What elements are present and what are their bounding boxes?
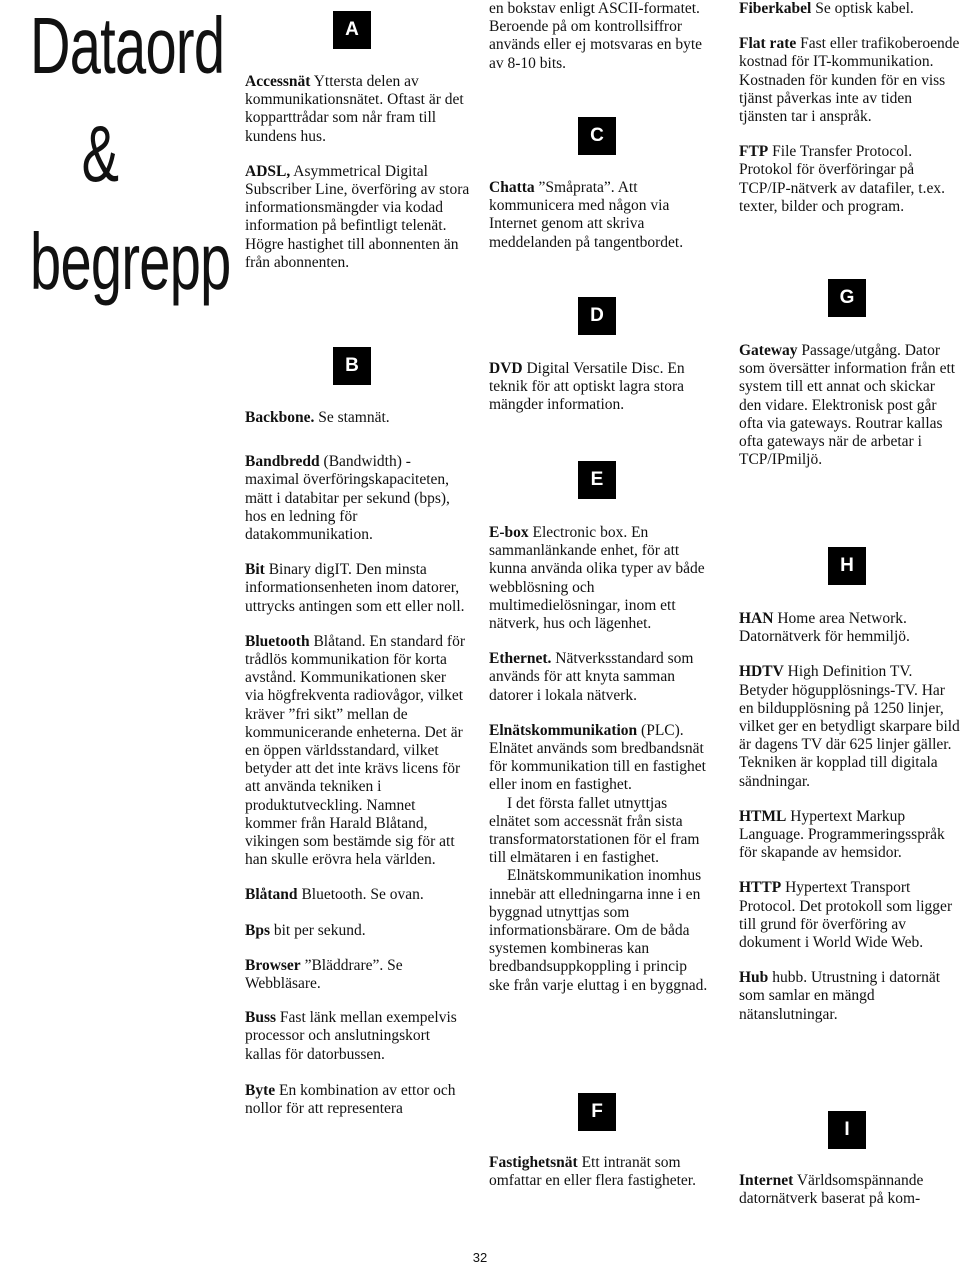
column-2-chatta bbox=[489, 179, 711, 269]
page-number: 32 bbox=[472, 1250, 488, 1265]
letter-badge-b: B bbox=[333, 347, 371, 385]
entry-fastighetsnat: Fastighetsnät Ett intranät som omfattar en eller flera fastigheter. bbox=[489, 1154, 696, 1190]
column-3-g bbox=[739, 342, 960, 486]
page-title bbox=[30, 0, 231, 316]
entry-bit: Bit Binary digIT. Den minsta informationsenheten inom datorer, uttrycks antingen som ett eller noll. bbox=[245, 561, 465, 615]
entry-internet: Internet Världsomspännande datornätverk baserat på kom- bbox=[739, 1172, 924, 1208]
title-line-2: & bbox=[81, 109, 119, 198]
title-line-3: begrepp bbox=[30, 217, 231, 306]
entry-fiberkabel: Fiberkabel Se optisk kabel. bbox=[739, 0, 914, 17]
column-2-top bbox=[489, 0, 711, 90]
entry-hub: Hub hubb. Utrustning i datornät som samlar en mängd nätanslutningar. bbox=[739, 969, 941, 1023]
column-3-h bbox=[739, 610, 960, 1041]
entry-ftp: FTP File Transfer Protocol. Protokol för överföringar på TCP/IP-nätverk av datafiler, t.ex. texter, bilder och program. bbox=[739, 143, 945, 215]
entry-html: HTML Hypertext Markup Language. Programmeringsspråk för skapande av hemsidor. bbox=[739, 807, 945, 862]
entry-dvd: DVD Digital Versatile Disc. En teknik för att optiskt lagra stora mängder information. bbox=[489, 360, 685, 414]
letter-badge-a: A bbox=[333, 11, 371, 49]
column-2-f bbox=[489, 1154, 711, 1207]
entry-http: HTTP Hypertext Transport Protocol. Det protokoll som ligger till grund för överföring av dokument i World Wide Web. bbox=[739, 879, 953, 952]
entry-elnat-paragraph-3: Elnätskommunikation inomhus innebär att elledningarna inne i en byggnad utnyttjas som informationsbärare. Om de båda systemen kombineras kan bredbandsuppkoppling i princip ske från varje eluttag i en byggnad. bbox=[489, 867, 708, 994]
column-3-i bbox=[739, 1172, 960, 1225]
letter-badge-h: H bbox=[828, 547, 866, 585]
column-3-f bbox=[739, 0, 960, 233]
entry-flat-rate: Flat rate Fast eller trafikoberoende kostnad för IT-kommunikation. Kostnaden för kunden för en viss tjänst påverkas inte av tiden tjänsten tar i anspråk. bbox=[739, 35, 960, 126]
letter-badge-g: G bbox=[828, 279, 866, 317]
entry-accessnat: Accessnät Yttersta delen av kommunikationsnätet. Oftast är det kopparttrådar som når fram till kundens hus. bbox=[245, 73, 464, 145]
column-2-dvd bbox=[489, 360, 711, 432]
entry-backbone: Backbone. Se stamnät. bbox=[245, 409, 390, 426]
entry-elnatskommunikation: Elnätskommunikation (PLC). Elnätet används som bredbandsnät för kommunikation till en fastighet eller inom en fastighet. bbox=[489, 721, 706, 794]
entry-ebox: E-box Electronic box. En sammanlänkande enhet, för att kunna använda olika typer av både webblösning och multimedielösningar, inom ett nätverk, hus och lägenhet. bbox=[489, 524, 705, 633]
entry-blatand: Blåtand Bluetooth. Se ovan. bbox=[245, 886, 424, 904]
entry-bandbredd: Bandbredd (Bandwidth) - maximal överföringskapaciteten, mätt i databitar per sekund (bps), hos en ledning för datakommunikation. bbox=[245, 453, 450, 544]
letter-badge-c: C bbox=[578, 117, 616, 155]
letter-badge-f: F bbox=[578, 1093, 616, 1131]
entry-bluetooth: Bluetooth Blåtand. En standard för trådlös kommunikation för korta avstånd. Kommunikationen sker via högfrekventa radiovågor, vilket kräver ”fri sikt” mellan de kommunicerande enheterna. Det är en öppen världsstandard, vilket betyder att det inte krävs licens för att använda tekniken i produktutveckling. Namnet kommer från Harald Blåtand, vikingen som bestämde sig för att han skulle erövra hela världen. bbox=[245, 632, 465, 869]
entry-ethernet: Ethernet. Nätverksstandard som används för att knyta samman datorer i lokala nätverk. bbox=[489, 650, 694, 704]
letter-badge-i: I bbox=[828, 1111, 866, 1149]
entry-gateway: Gateway Passage/utgång. Dator som översätter information från ett system till ett annat och skickar den vidare. Elektronisk post går ofta via gateways. Routrar kallas ofta gateways när de arbetar i TCP/IPmiljö. bbox=[739, 342, 956, 469]
entry-adsl: ADSL, Asymmetrical Digital Subscriber Line, överföring av stora informationsmängder via kodad information på befintligt telenät. Högre hastighet till abonnenten än från abonnenten. bbox=[245, 162, 470, 271]
column-2-e bbox=[489, 524, 711, 995]
entry-han: HAN Home area Network. Datornätverk för hemmiljö. bbox=[739, 610, 910, 646]
letter-badge-e: E bbox=[578, 461, 616, 499]
letter-badge-d: D bbox=[578, 297, 616, 335]
entry-elnat-paragraph-2: I det första fallet utnyttjas elnätet som accessnät från sista transformatorstationen för el fram till elmätaren i en fastighet. bbox=[489, 794, 700, 867]
entry-byte-continued: en bokstav enligt ASCII-formatet. Beroende på om kontrollsiffror används eller ej motsvaras en byte av 8-10 bits. bbox=[489, 0, 703, 72]
title-line-1: Dataord bbox=[30, 1, 225, 90]
column-1-top bbox=[245, 73, 477, 289]
entry-browser: Browser ”Bläddrare”. Se Webbläsare. bbox=[245, 956, 403, 993]
entry-chatta: Chatta ”Småprata”. Att kommunicera med någon via Internet genom att skriva meddelanden på tangentbordet. bbox=[489, 179, 684, 251]
column-1-bottom bbox=[245, 409, 467, 1135]
entry-bps: Bps bit per sekund. bbox=[245, 921, 366, 939]
entry-byte: Byte En kombination av ettor och nollor för att representera bbox=[245, 1081, 456, 1118]
entry-buss: Buss Fast länk mellan exempelvis processor och anslutningskort kallas för datorbussen. bbox=[245, 1009, 457, 1063]
entry-hdtv: HDTV High Definition TV. Betyder högupplösnings-TV. Har en bildupplösning på 1250 linjer, vilket ger en betydligt skarpare bild är dagens TV där 625 linjer gäller. Tekniken är kopplad till digitala sändningar. bbox=[739, 663, 960, 790]
